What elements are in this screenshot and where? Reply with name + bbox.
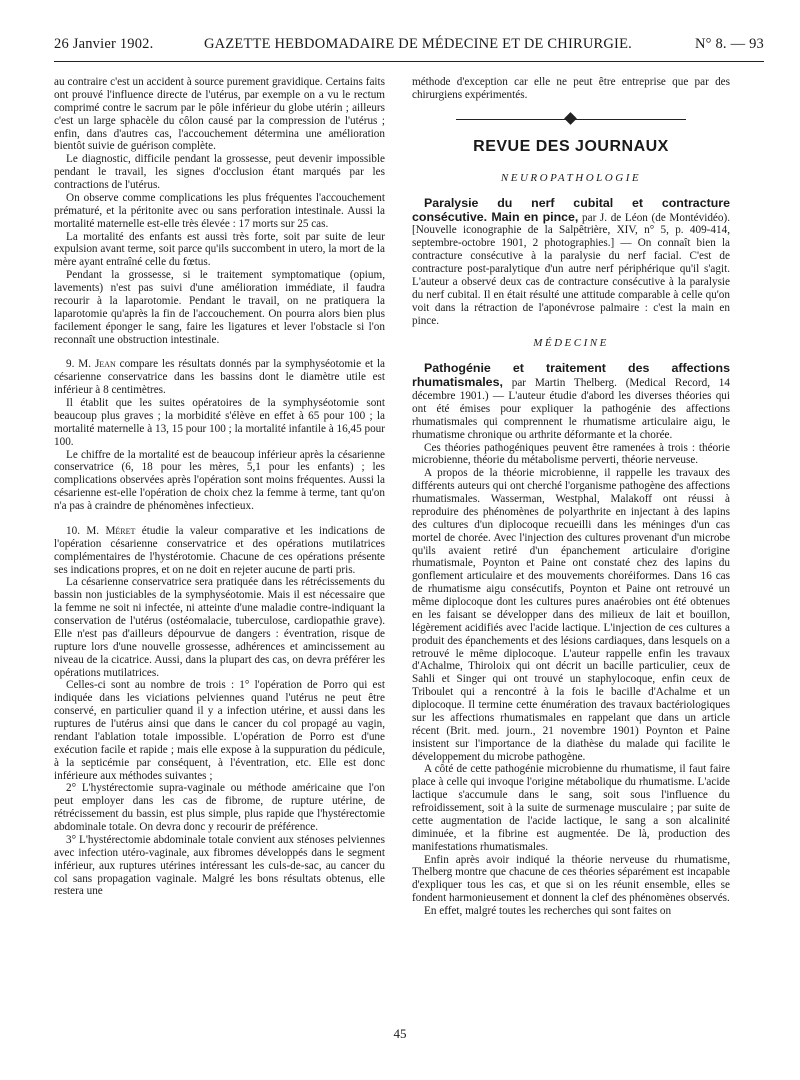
- article-reference: par Martin Thelberg. (Medical Record, 14 décembre 1901.) —: [412, 377, 730, 402]
- author-name: Méret: [105, 524, 136, 537]
- right-column: [412, 76, 730, 1008]
- paragraph: La césarienne conservatrice sera pratiquée dans les rétrécissements du bassin non justiciables de la symphyséotomie. Mais il est nécessaire que la femme ne soit ni infectée, ni atteinte d'une maladie contre-indiquant la conservation de l'utérus (ostéomalacie, tuberculose, cardiopathie grave). Elle n'est pas d'ailleurs dépourvue de dangers : éventration, risque de rupture lors d'une nouvelle grossesse, adhérences et amincissement au niveau de la cicatrice. Aussi, dans la plupart des cas, on devra préférer les opérations mutilatrices.: [54, 576, 385, 679]
- paragraph: En effet, malgré toutes les recherches qui sont faites on: [424, 905, 672, 917]
- article-abstract: Paralysie du nerf cubital et contracture consécutive. Main en pince, par J. de Léon (de Montévidéo). [Nouvelle iconographie de la Salpêtrière, XIV, n° 5, p. 409-414, septembre-octobre 1901, 2 photographies.] — On connaît bien la contracture consécutive à la paralysie du nerf facial. C'est de contracture post-paralytique d'un autre nerf périphérique qu'il s'agit. L'auteur a observé deux cas de contracture consécutive à la paralysie du nerf cubital. Il en était résulté une attitude comparable à celle qu'on voit dans la rétraction de l'aponévrose palmaire : c'est la main en pince.: [412, 195, 730, 327]
- paragraph: 2° L'hystérectomie supra-vaginale ou méthode américaine que l'on peut employer dans les cas de fibrome, de rupture utérine, de rétrécissement du bassin, est plus simple, plus rapide que l'hystérectomie abdominale totale. On devra donc y recourir de préférence.: [54, 782, 385, 833]
- paragraph: Le chiffre de la mortalité est de beaucoup inférieur après la césarienne conservatrice (6, 18 pour les mères, 5,1 pour les enfants) ; les complications observées après l'opération sont moins fréquentes. Aussi la césarienne est-elle l'opération de choix chez la femme à terme, tant qu'on n'a pas à craindre de phénomènes infectieux.: [54, 448, 385, 512]
- paragraph: Enfin après avoir indiqué la théorie nerveuse du rhumatisme, Thelberg montre que chacune de ces théories séparément est incapable d'expliquer tous les cas, et que si on les réunit ensemble, elles se fondent harmonieusement et donnent la clef des phénomènes observés.: [412, 853, 730, 905]
- paragraph: 3° L'hystérectomie abdominale totale convient aux sténoses pelviennes avec infection utéro-vaginale, aux fibromes développés dans le segment inférieur, aux ruptures utérines intéressant les culs-de-sac, au cancer du col sans propagation vaginale. Malgré les bons résultats obtenus, elle restera une: [54, 833, 385, 898]
- diamond-ornament-icon: [564, 112, 577, 125]
- ornamental-rule: [412, 110, 730, 130]
- paragraph: La mortalité des enfants est aussi très forte, soit par suite de leur expulsion avant terme, soit parce qu'ils succombent in utero, la mort de la mère ayant entraîné celle du fœtus.: [54, 230, 385, 269]
- paragraph: A côté de cette pathogénie microbienne du rhumatisme, il faut faire place à celle qui invoque l'origine métabolique du rhumatisme. L'acide lactique s'accumule dans le sang, soit sous l'influence du refroidissement, soit à la suite de surmenage musculaire ; par suite de cette augmentation de l'acide lactique, le sang a son alcalinité diminuée, et la fibrine est augmentée. De là, production des manifestations rhumatismales.: [412, 763, 730, 853]
- author-name: Jean: [94, 358, 116, 371]
- paragraph: A propos de la théorie microbienne, il rappelle les travaux des différents auteurs qui ont cherché l'organisme pathogène des affections rhumatismales. Wasserman, Westphal, Malakoff ont réussi à reproduire des phénomènes de polyarthrite en injectant à des lapins des cultures d'un diplocoque recueilli dans les méninges d'un cas mortel de chorée. Avec l'injection des cultures provenant d'un microbe qu'ils avaient retiré d'un épanchement articulaire d'origine rhumatismale, Poynton et Paine ont constaté chez des lapins du gonflement articulaire et des mouvements choréiformes. Dans 16 cas de rhumatisme aigu consécutifs, Poynton et Paine ont retrouvé un même diplocoque dont les cultures pures anaérobies ont été obtenues en les faisant se développer dans des milieux de lait et bouillon, légèrement acidifiés avec l'acide lactique. L'injection de ces cultures a produit des épanchements et des lésions cardiaques, dans lesquels on a retrouvé le même diplocoque. L'auteur rappelle enfin les travaux d'Achalme, Thiroloix qui ont décrit un bacille particulier, ceux de Sahli et Singer qui ont trouvé un staphylocoque, enfin ceux de Triboulet qui a rencontré à la fois le bacille d'Achalme et un diplocoque. Il termine cette énumération des travaux bactériologiques sur les affections rhumatismales en rappelant que dans un article récent (Brit. med. journ., 21 novembre 1901) Poynton et Paine insistent sur l'importance de la diathèse du malade qui facilite le développement du microbe pathogène.: [412, 467, 730, 763]
- paragraph: au contraire c'est un accident à source purement gravidique. Certains faits ont prouvé l'influence directe de l'utérus, par exemple on a vu le rectum comprimé contre le sacrum par le pôle inférieur du globe utérin ; ailleurs c'est un large sphacèle du côlon causé par la compression de l'utérus ; enfin, dans d'autres cas, l'accouchement détermina une amélioration bientôt suivie de guérison complète.: [54, 76, 385, 153]
- header-rule: [54, 61, 764, 62]
- article-abstract: Pathogénie et traitement des affections rhumatismales, par Martin Thelberg. (Medical Record, 14 décembre 1901.) — L'auteur étudie d'abord les diverses théories qui ont été émises pour expliquer la pathogénie des affections rhumatismales qui comprennent le rhumatisme articulaire aigu, le rhumatisme chronique ou arthrite déformante et la chorée.: [412, 361, 730, 441]
- item-number: 10. M.: [66, 524, 100, 537]
- paragraph: méthode d'exception car elle ne peut être entreprise que par des chirurgiens expérimentés.: [412, 76, 730, 101]
- article-reference: par J. de Léon (de Montévidéo). [Nouvelle iconographie de la Salpêtrière, XIV, n° 5, p. 409-414, septembre-octobre 1901, 2 photographies.] —: [412, 211, 730, 250]
- paragraph: Ces théories pathogéniques peuvent être ramenées à trois : théorie microbienne, théorie du métabolisme perverti, théorie nerveuse.: [412, 441, 730, 467]
- issue-page-number: N° 8. — 93: [694, 36, 764, 52]
- rubric-heading: NEUROPATHOLOGIE: [500, 171, 642, 184]
- left-column: [54, 76, 385, 1008]
- rubric-heading: MÉDECINE: [533, 337, 609, 350]
- page-folio: 45: [393, 1026, 407, 1041]
- paragraph: On observe comme complications les plus fréquentes l'accouchement prématuré, et la péritonite avec ou sans perforation intestinale. Aussi la mortalité maternelle est-elle très élevée : 17 morts sur 25 cas.: [54, 191, 385, 230]
- item-number: 9. M.: [66, 358, 92, 371]
- running-head: [54, 36, 764, 56]
- numbered-communication: 10. M. Méret étudie la valeur comparative et les indications de l'opération césarienne conservatrice et des opérations mutilatrices complémentaires de l'hystérotomie. Chacune de ces opérations présente ses indications propres, et on ne doit en rejeter aucune de parti pris.: [54, 524, 385, 576]
- paragraph: Celles-ci sont au nombre de trois : 1° l'opération de Porro qui est indiquée dans les viciations pelviennes quand l'utérus ne peut être conservé, en particulier quand il y a infection utérine, et aussi dans les ruptures de l'utérus ainsi que dans le cancer du col propagé au vagin, rendant l'ablation totale impossible. L'opération de Porro est d'une exécution facile et rapide ; mais elle expose à la suppuration du pédicule, à la septicémie par conséquent, à l'éventration, etc. Elle est donc inférieure aux méthodes suivantes ;: [54, 679, 385, 782]
- paragraph: Le diagnostic, difficile pendant la grossesse, peut devenir impossible pendant le travail, les signes d'occlusion étant marqués par les contractions de l'utérus.: [54, 153, 385, 191]
- issue-date: 26 Janvier 1902.: [54, 36, 154, 52]
- section-title: REVUE DES JOURNAUX: [473, 137, 669, 155]
- article-title: Paralysie du nerf cubital et contracture consécutive. Main en pince,: [412, 195, 730, 224]
- paragraph: Il établit que les suites opératoires de la symphyséotomie sont beaucoup plus graves ; la morbidité s'élève en effet à 65 pour 100 ; la mortalité maternelle à 13, 15 pour 100 ; la mortalité infantile à 16,45 pour 100.: [54, 397, 385, 448]
- article-title: Pathogénie et traitement des affections rhumatismales,: [412, 361, 730, 390]
- journal-title: GAZETTE HEBDOMADAIRE DE MÉDECINE ET DE CHIRURGIE.: [204, 36, 632, 52]
- numbered-communication: 9. M. Jean compare les résultats donnés par la symphyséotomie et la césarienne conservatrice dans les bassins dont le diamètre utile est inférieur à 8 centimètres.: [54, 358, 385, 397]
- paragraph: Pendant la grossesse, si le traitement symptomatique (opium, lavements) n'est pas suivi d'une amélioration immédiate, il faudra recourir à la laparotomie. Pendant le travail, on ne pratiquera la laparotomie qu'après la fin de l'accouchement. On pourra alors bien plus facilement éponger le sang, faire les ligatures et lever l'obstacle si l'on reconnaît une obstruction intestinale.: [54, 269, 385, 346]
